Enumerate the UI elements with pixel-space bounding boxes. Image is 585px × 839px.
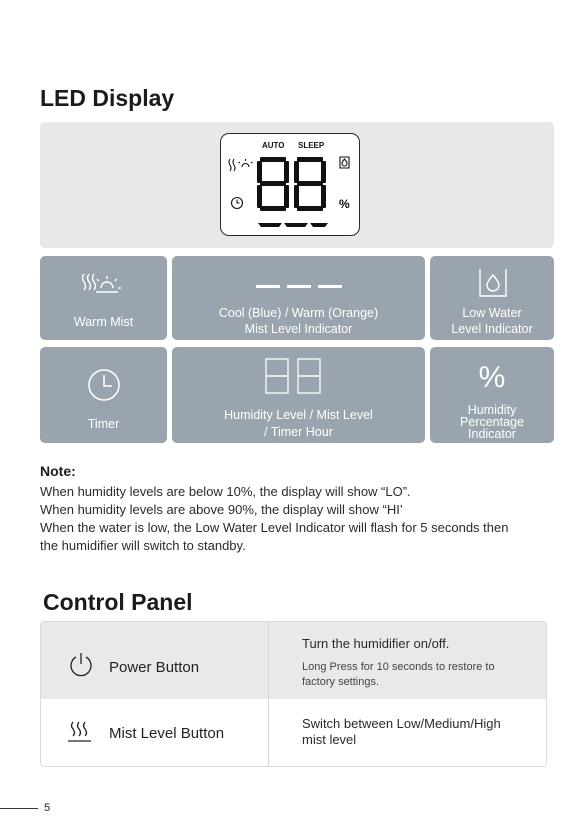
- control-panel-table: [40, 621, 547, 767]
- control-panel-title: Control Panel: [43, 589, 193, 615]
- lcd-sleep-label: SLEEP: [298, 141, 325, 150]
- note-line: the humidifier will switch to standby.: [40, 538, 246, 553]
- note-line: When humidity levels are below 10%, the display will show “LO”.: [40, 484, 411, 499]
- mist-icon: [67, 719, 95, 745]
- page-number: 5: [44, 802, 51, 814]
- mist-desc: Switch between Low/Medium/High: [302, 716, 501, 731]
- tile-timer-label: Timer: [87, 417, 120, 431]
- tile-mist-indicator-line1: Cool (Blue) / Warm (Orange): [218, 306, 379, 320]
- tile-humidity-level: [172, 347, 425, 443]
- mist-level-button-label: Mist Level Button: [109, 725, 225, 742]
- tile-low-water-line2: Level Indicator: [451, 322, 533, 336]
- timer-small-icon: [232, 198, 243, 209]
- digits-outline-icon: [264, 357, 324, 397]
- warm-mist-icon: [80, 266, 128, 302]
- note-heading: Note:: [40, 463, 76, 479]
- tile-mist-level-indicator: [172, 256, 425, 340]
- tile-low-water-line1: Low Water: [462, 306, 522, 320]
- tile-warm-mist: [40, 256, 167, 340]
- led-display-title: LED Display: [40, 85, 175, 111]
- tile-humidity-percentage: [430, 347, 554, 443]
- tile-low-water: [430, 256, 554, 340]
- tile-warm-mist-label: Warm Mist: [73, 315, 134, 329]
- lcd-segments: [220, 133, 360, 236]
- column-divider: [268, 622, 269, 766]
- percent-symbol: %: [478, 361, 506, 394]
- water-drop-icon: [477, 266, 509, 300]
- tile-humidity-level-line2: / Timer Hour: [264, 425, 333, 439]
- power-desc: Turn the humidifier on/off.: [302, 636, 450, 651]
- note-line: When the water is low, the Low Water Level Indicator will flash for 5 seconds then: [40, 520, 509, 535]
- tile-timer: [40, 347, 167, 443]
- tile-humidity-pct-line3: Indicator: [468, 427, 516, 441]
- tile-humidity-level-line1: Humidity Level / Mist Level: [224, 408, 373, 422]
- clock-icon: [86, 367, 122, 403]
- power-button-label: Power Button: [109, 659, 200, 676]
- lcd-percent-label: %: [339, 197, 350, 211]
- tile-humidity-pct-line1: Humidity: [467, 403, 517, 417]
- warm-mist-icon: [229, 159, 253, 171]
- power-desc-small: Long Press for 10 seconds to restore to: [302, 661, 495, 673]
- lcd-auto-label: AUTO: [262, 141, 285, 150]
- water-drop-small-icon: [340, 157, 349, 168]
- note-line: When humidity levels are above 90%, the display will show “HI’: [40, 502, 403, 517]
- footer-line: [0, 808, 38, 809]
- tile-humidity-pct-line2: Percentage: [460, 415, 524, 429]
- lcd-digits-88: [257, 157, 326, 211]
- table-row: [41, 622, 546, 699]
- power-desc-small: factory settings.: [302, 676, 380, 688]
- lcd-mist-bars: [258, 223, 328, 227]
- tile-mist-indicator-line2: Mist Level Indicator: [244, 322, 353, 336]
- power-icon: [67, 651, 95, 679]
- table-row: [41, 699, 546, 766]
- dash-segments-icon: [256, 282, 342, 292]
- mist-desc: mist level: [302, 732, 357, 747]
